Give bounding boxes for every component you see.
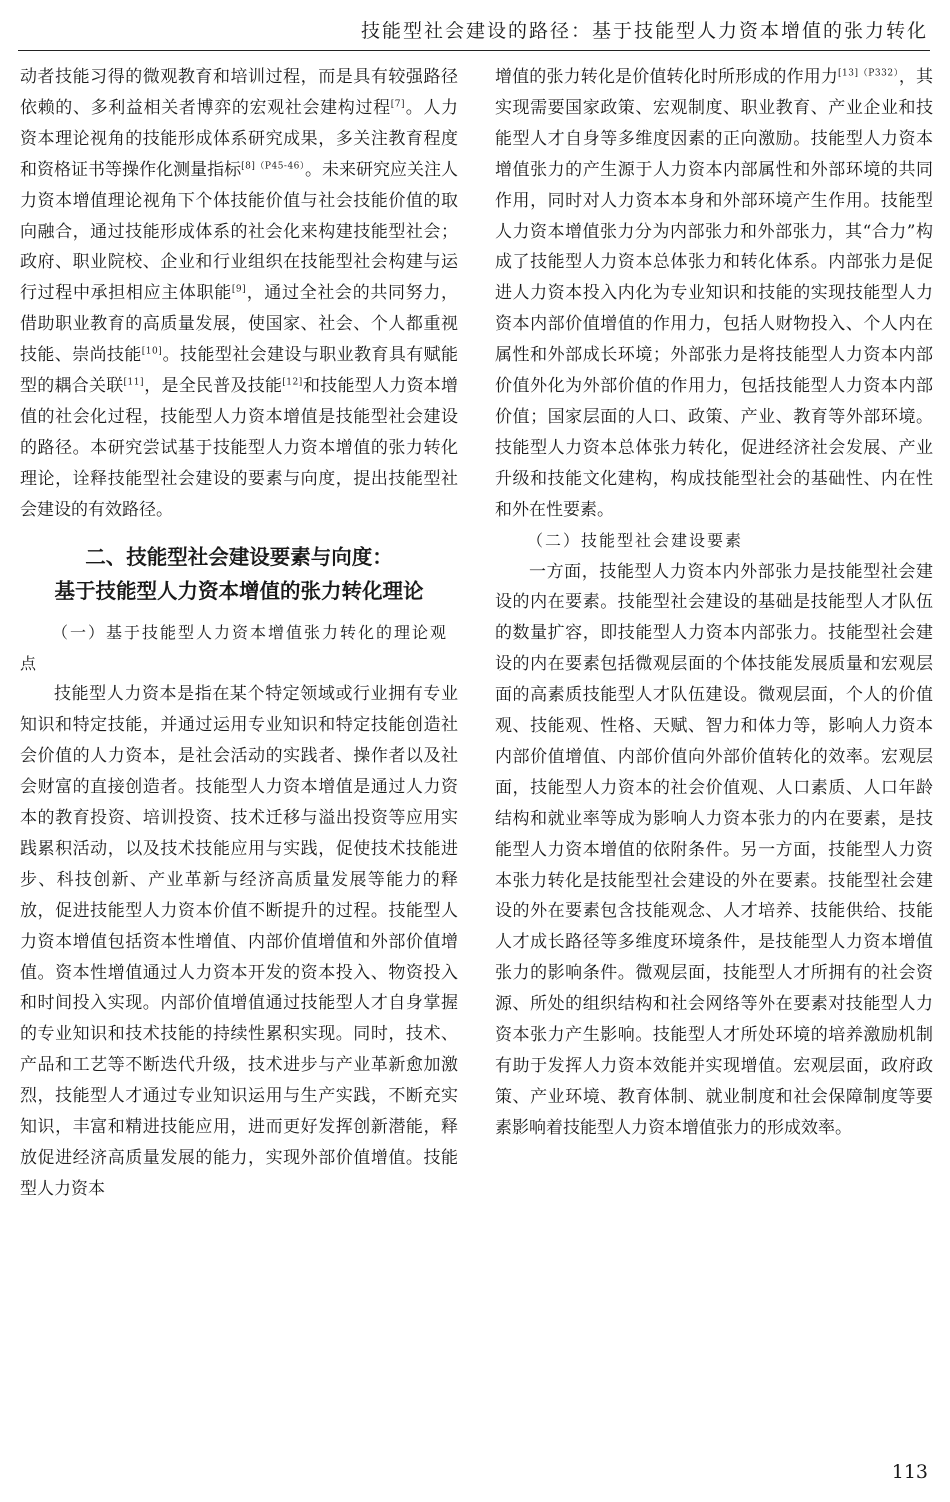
page-number: 113: [891, 1461, 928, 1483]
text-run: 增值的张力转化是价值转化时所形成的作用力: [495, 67, 839, 87]
right-column: [495, 62, 933, 1144]
citation-ref: [7]: [390, 99, 406, 110]
subheading-elements: （二）技能型社会建设要素: [527, 530, 744, 550]
text-run: ，其实现需要国家政策、宏观制度、职业教育、产业企业和技能型人才自身等多维度因素的正向激励。技能型人力资本增值张力的产生源于人力资本内部属性和外部环境的共同作用，同时对人力资本本身和外部环境产生作用。技能型人力资本增值张力分为内部张力和外部张力，其“合力”构成了技能型人力资本总体张力和转化体系。内部张力是促进人力资本投入内化为专业知识和技能的实现技能型人力资本内部价值增值的作用力，包括人财物投入、个人内在属性和外部成长环境；外部张力是将技能型人力资本内部价值外化为外部价值的作用力，包括技能型人力资本内部价值；国家层面的人口、政策、产业、教育等外部环境。技能型人力资本总体张力转化，促进经济社会发展、产业升级和技能文化建构，构成技能型社会的基础性、内在性和外在性要素。: [495, 67, 934, 520]
text-run: 和技能型人力资本增值的社会化过程，技能型人力资本增值是技能型社会建设的路径。本研究尝试基于技能型人力资本增值的张力转化理论，诠释技能型社会建设的要素与向度，提出技能型社会建设的有效路径。: [20, 376, 459, 520]
citation-ref: [9]: [231, 284, 247, 295]
text-run: 动者技能习得的微观教育和培训过程，而是具有较强路径依赖的、多利益相关者博弈的宏观社会建构过程: [20, 67, 458, 118]
running-title: 技能型社会建设的路径：基于技能型人力资本增值的张力转化: [360, 20, 928, 42]
section-heading-line-1: 二、技能型社会建设要素与向度：: [85, 544, 393, 569]
citation-ref: [11]: [123, 377, 144, 388]
text-run: 。人力资本理论视角的技能形成体系研究成果，多关注教育程度和资格证书等操作化测量指标: [20, 97, 458, 180]
text-run: ，通过全社会的共同努力，借助职业教育的高质量发展，使国家、社会、个人都重视技能、崇尚技能: [20, 283, 458, 366]
citation-ref: [8]（P45-46）: [241, 161, 305, 172]
left-column: [20, 62, 458, 1205]
citation-ref: [10]: [141, 346, 163, 357]
text-run: 。未来研究应关注人力资本增值理论视角下个体技能价值与社会技能价值的取向融合，通过技能形成体系的社会化来构建技能型社会；政府、职业院校、企业和行业组织在技能型社会构建与运行过程中承担相应主体职能: [20, 159, 459, 304]
body-paragraph: [495, 62, 933, 526]
section-heading: [20, 540, 458, 608]
section-heading-line-2: 基于技能型人力资本增值的张力转化理论: [54, 578, 424, 603]
text-run: ，是全民普及技能: [144, 376, 283, 397]
body-paragraph: [20, 62, 458, 526]
running-header: [18, 10, 930, 51]
body-paragraph: 一方面，技能型人力资本内外部张力是技能型社会建设的内在要素。技能型社会建设的基础是技能型人才队伍的数量扩容，即技能型人力资本内部张力。技能型社会建设的内在要素包括微观层面的个体技能发展质量和宏观层面的高素质技能型人才队伍建设。微观层面，个人的价值观、技能观、性格、天赋、智力和体力等，影响人力资本内部价值增值、内部价值向外部价值转化的效率。宏观层面，技能型人力资本的社会价值观、人口素质、人口年龄结构和就业率等成为影响人力资本张力的内在要素，是技能型人力资本增值的依附条件。另一方面，技能型人力资本张力转化是技能型社会建设的外在要素。技能型社会建设的外在要素包含技能观念、人才培养、技能供给、技能人才成长路径等多维度环境条件，是技能型人力资本增值张力的影响条件。微观层面，技能型人才所拥有的社会资源、所处的组织结构和社会网络等外在要素对技能型人力资本张力产生影响。技能型人才所处环境的培养激励机制有助于发挥人力资本效能并实现增值。宏观层面，政府政策、产业环境、教育体制、就业制度和社会保障制度等要素影响着技能型人力资本增值张力的形成效率。: [495, 561, 933, 1138]
subheading-theory: （一）基于技能型人力资本增值张力转化的理论观点: [20, 622, 449, 673]
text-run: 。技能型社会建设与职业教育具有赋能型的耦合关联: [20, 345, 459, 397]
body-paragraph: 技能型人力资本是指在某个特定领域或行业拥有专业知识和特定技能，并通过运用专业知识和特定技能创造社会价值的人力资本，是社会活动的实践者、操作者以及社会财富的直接创造者。技能型人力资本增值是通过人力资本的教育投资、培训投资、技术迁移与溢出投资等应用实践累积活动，以及技术技能应用与实践，促使技术技能进步、科技创新、产业革新与经济高质量发展等能力的释放，促进技能型人力资本价值不断提升的过程。技能型人力资本增值包括资本性增值、内部价值增值和外部价值增值。资本性增值通过人力资本开发的资本投入、物资投入和时间投入实现。内部价值增值通过技能型人才自身掌握的专业知识和技术技能的持续性累积实现。同时，技术、产品和工艺等不断迭代升级，技术进步与产业革新愈加激烈，技能型人才通过专业知识运用与生产实践，不断充实知识，丰富和精进技能应用，进而更好发挥创新潜能，释放促进经济高质量发展的能力，实现外部价值增值。技能型人力资本: [20, 684, 458, 1199]
citation-ref: [13]（P332）: [838, 68, 899, 79]
citation-ref: [12]: [282, 377, 303, 388]
